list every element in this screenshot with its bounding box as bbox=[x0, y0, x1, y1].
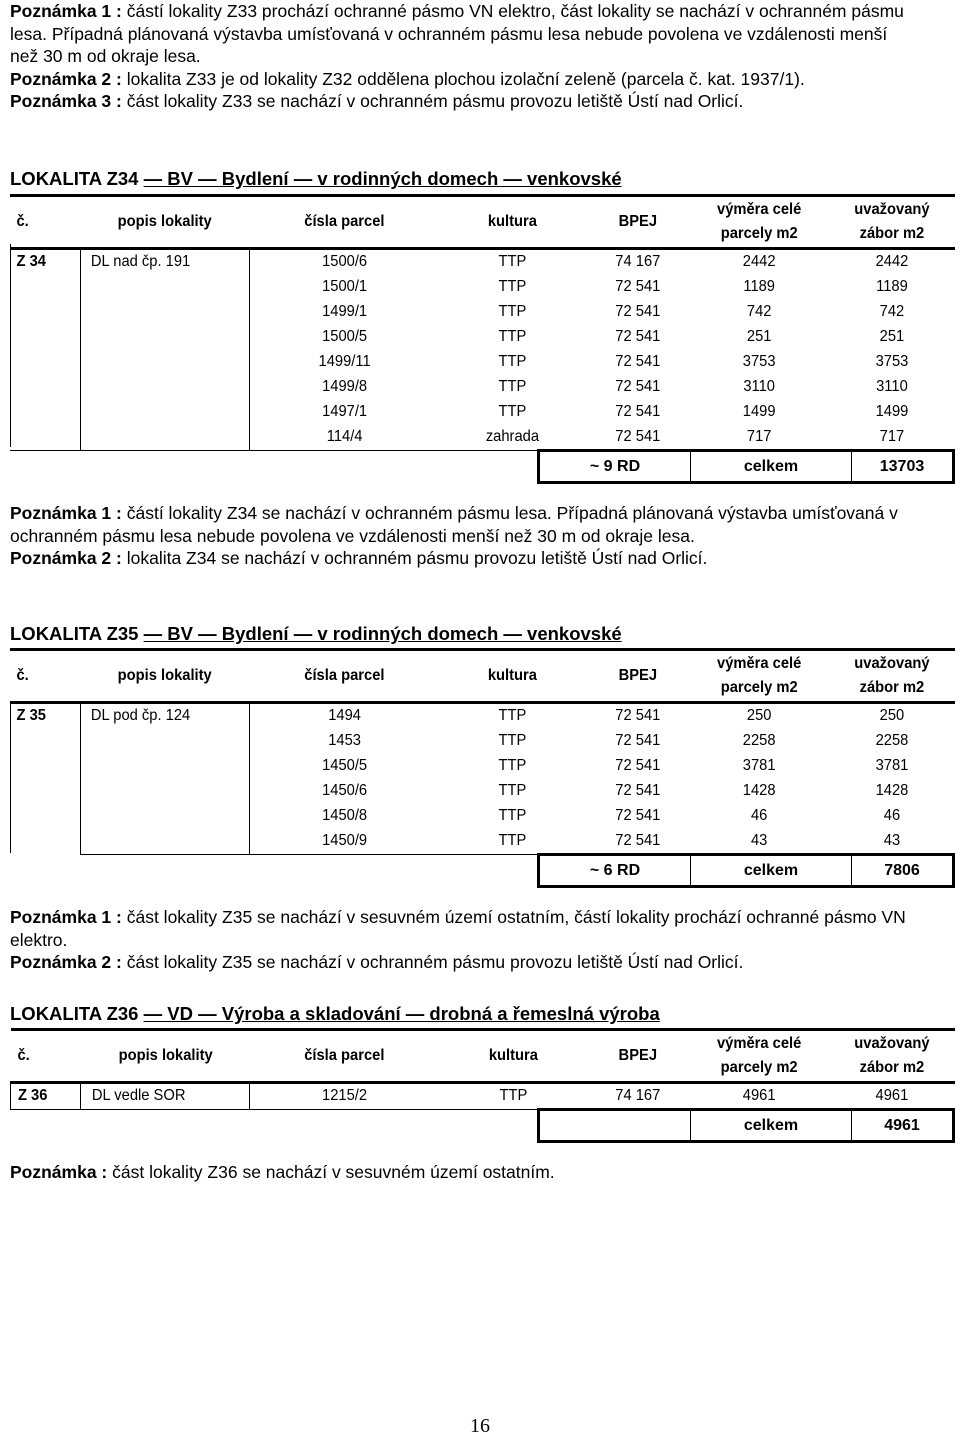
area-taken-cell: 1428 bbox=[875, 782, 909, 800]
note-1: Poznámka 1 : částí lokality Z34 se nachází v ochranném pásmu lesa. Případná plánovaná výstavba umísťovaná v ochranném pásmu lesa nebude povolena ve vzdálenosti menší než 30 m od okraje lesa. bbox=[10, 503, 898, 546]
z35-id: Z 35 bbox=[13, 703, 78, 855]
area-total-cell: 3110 bbox=[743, 378, 775, 396]
parcel-cell: 1450/5 bbox=[321, 757, 367, 775]
z34-desc: DL nad čp. 191 bbox=[87, 249, 243, 451]
z34-rd: ~ 9 RD bbox=[539, 451, 691, 483]
area-total-cell: 43 bbox=[694, 829, 823, 855]
col-bpej: BPEJ bbox=[591, 650, 684, 703]
area-taken-cell: 2442 bbox=[875, 253, 909, 271]
z35-desc: DL pod čp. 124 bbox=[87, 703, 243, 855]
parcel-cell: 1450/6 bbox=[321, 782, 367, 800]
col-culture: kultura bbox=[444, 650, 581, 703]
area-taken-cell: 3753 bbox=[875, 353, 909, 371]
culture-cell: TTP bbox=[498, 378, 527, 396]
z35-title: LOKALITA Z35 — BV — Bydlení — v rodinných domech — venkovské bbox=[10, 623, 622, 644]
header-row bbox=[10, 196, 955, 249]
parcel-cell: 1215/2 bbox=[257, 1083, 431, 1110]
z34-left-border bbox=[10, 244, 11, 447]
area-total-cell: 4961 bbox=[695, 1083, 824, 1110]
bpej-cell: 72 541 bbox=[615, 353, 661, 371]
col-culture: kultura bbox=[445, 1030, 582, 1083]
area-taken-cell: 3781 bbox=[875, 757, 909, 775]
area-total-cell: 1499 bbox=[742, 403, 776, 421]
area-taken-cell: 2258 bbox=[875, 732, 909, 750]
header-row bbox=[11, 1030, 956, 1083]
z36-table bbox=[10, 1028, 955, 1110]
col-parcels: čísla parcel bbox=[257, 196, 431, 249]
z34-notes bbox=[10, 502, 950, 570]
bpej-cell: 72 541 bbox=[591, 829, 684, 855]
culture-cell: TTP bbox=[498, 303, 527, 321]
note-1: Poznámka 1 : částí lokality Z33 prochází ochranné pásmo VN elektro, část lokality se nachází v ochranném pásmu lesa. Případná plánovaná výstavba umísťovaná v ochranném pásmu lesa nebude povolena ve vzdálenosti menší než 30 m od okraje lesa. bbox=[10, 1, 904, 66]
bpej-cell: 72 541 bbox=[615, 328, 661, 346]
z36-desc: DL vedle SOR bbox=[87, 1083, 243, 1110]
bpej-cell: 72 541 bbox=[615, 403, 661, 421]
bpej-cell: 74 167 bbox=[615, 253, 661, 271]
col-num: č. bbox=[13, 650, 78, 703]
bpej-cell: 72 541 bbox=[615, 707, 661, 725]
z36-id: Z 36 bbox=[13, 1083, 78, 1110]
area-total-cell: 2442 bbox=[742, 253, 776, 271]
area-total-cell: 1428 bbox=[742, 782, 776, 800]
area-taken-cell: 4961 bbox=[834, 1083, 950, 1110]
z36-body bbox=[11, 1083, 956, 1110]
z35-total-label: celkem bbox=[691, 855, 852, 887]
bpej-cell: 72 541 bbox=[615, 278, 661, 296]
culture-cell: TTP bbox=[498, 403, 527, 421]
culture-cell: TTP bbox=[445, 1083, 582, 1110]
col-area-total: výměra celé parcely m2 bbox=[695, 1030, 824, 1083]
culture-cell: TTP bbox=[498, 707, 527, 725]
parcel-cell: 1499/8 bbox=[321, 378, 367, 396]
area-taken-cell: 1189 bbox=[876, 278, 908, 296]
area-total-cell: 3753 bbox=[742, 353, 776, 371]
col-area-total: výměra celé parcely m2 bbox=[694, 196, 823, 249]
area-taken-cell: 742 bbox=[879, 303, 905, 321]
col-parcels: čísla parcel bbox=[257, 1030, 431, 1083]
culture-cell: TTP bbox=[498, 253, 527, 271]
note-1: Poznámka 1 : část lokality Z35 se nachází v sesuvném území ostatním, částí lokality prochází ochranné pásmo VN elektro. bbox=[10, 907, 906, 950]
parcel-cell: 1453 bbox=[327, 732, 361, 750]
area-taken-cell: 3110 bbox=[876, 378, 908, 396]
area-total-cell: 251 bbox=[746, 328, 772, 346]
parcel-cell: 1500/5 bbox=[321, 328, 367, 346]
area-total-cell: 3781 bbox=[742, 757, 776, 775]
z35-left-border bbox=[10, 703, 11, 853]
area-taken-cell: 46 bbox=[883, 807, 901, 825]
z34-total-label: celkem bbox=[691, 451, 852, 483]
culture-cell: TTP bbox=[498, 353, 527, 371]
area-taken-cell: 717 bbox=[834, 425, 950, 451]
col-area-taken: uvažovaný zábor m2 bbox=[834, 650, 950, 703]
table-row bbox=[10, 703, 955, 730]
col-num: č. bbox=[13, 1030, 78, 1083]
culture-cell: zahrada bbox=[444, 425, 581, 451]
bpej-cell: 72 541 bbox=[615, 732, 661, 750]
bpej-cell: 72 541 bbox=[591, 425, 684, 451]
table-row bbox=[11, 1083, 956, 1110]
z35-table bbox=[10, 648, 955, 855]
culture-cell: TTP bbox=[498, 278, 527, 296]
parcel-cell: 1450/8 bbox=[321, 807, 367, 825]
culture-cell: TTP bbox=[444, 829, 581, 855]
z34-id: Z 34 bbox=[13, 249, 78, 451]
col-culture: kultura bbox=[444, 196, 581, 249]
parcel-cell: 1499/1 bbox=[321, 303, 367, 321]
page-number: 16 bbox=[470, 1415, 490, 1437]
z36-notes bbox=[10, 1161, 910, 1184]
culture-cell: TTP bbox=[498, 732, 527, 750]
col-desc: popis lokality bbox=[87, 196, 243, 249]
col-bpej: BPEJ bbox=[591, 1030, 684, 1083]
area-total-cell: 742 bbox=[746, 303, 772, 321]
col-desc: popis lokality bbox=[87, 650, 243, 703]
parcel-cell: 1494 bbox=[327, 707, 361, 725]
area-taken-cell: 251 bbox=[879, 328, 905, 346]
culture-cell: TTP bbox=[498, 807, 527, 825]
bpej-cell: 74 167 bbox=[591, 1083, 684, 1110]
bpej-cell: 72 541 bbox=[615, 782, 661, 800]
culture-cell: TTP bbox=[498, 328, 527, 346]
z35-summary bbox=[537, 853, 955, 888]
z36-total: 4961 bbox=[884, 1116, 920, 1134]
table-row bbox=[10, 249, 955, 276]
area-total-cell: 250 bbox=[746, 707, 772, 725]
col-area-taken: uvažovaný zábor m2 bbox=[834, 1030, 950, 1083]
note-2: Poznámka 2 : lokalita Z34 se nachází v ochranném pásmu provozu letiště Ústí nad Orlicí. bbox=[10, 548, 708, 568]
bpej-cell: 72 541 bbox=[615, 378, 661, 396]
z34-body bbox=[10, 249, 955, 451]
parcel-cell: 114/4 bbox=[257, 425, 431, 451]
z35-total: 7806 bbox=[884, 861, 920, 879]
col-bpej: BPEJ bbox=[591, 196, 684, 249]
z36-title: LOKALITA Z36 — VD — Výroba a skladování — drobná a řemeslná výroba bbox=[10, 1003, 660, 1024]
z35-notes bbox=[10, 906, 910, 974]
z34-title: LOKALITA Z34 — BV — Bydlení — v rodinných domech — venkovské bbox=[10, 168, 622, 189]
parcel-cell: 1497/1 bbox=[321, 403, 367, 421]
header-row bbox=[10, 650, 955, 703]
col-desc: popis lokality bbox=[87, 1030, 243, 1083]
bpej-cell: 72 541 bbox=[615, 757, 661, 775]
parcel-cell: 1500/1 bbox=[321, 278, 367, 296]
bpej-cell: 72 541 bbox=[615, 807, 661, 825]
col-parcels: čísla parcel bbox=[257, 650, 431, 703]
z36-total-label: celkem bbox=[691, 1110, 852, 1142]
parcel-cell: 1450/9 bbox=[257, 829, 431, 855]
z33-notes bbox=[10, 0, 910, 113]
z34-total: 13703 bbox=[879, 457, 925, 475]
z35-rd: ~ 6 RD bbox=[539, 855, 691, 887]
parcel-cell: 1500/6 bbox=[321, 253, 367, 271]
z34-table bbox=[10, 194, 955, 451]
area-taken-cell: 250 bbox=[879, 707, 905, 725]
culture-cell: TTP bbox=[498, 757, 527, 775]
area-taken-cell: 43 bbox=[834, 829, 950, 855]
bpej-cell: 72 541 bbox=[615, 303, 661, 321]
area-total-cell: 1189 bbox=[743, 278, 775, 296]
note-3: Poznámka 3 : část lokality Z33 se nachází v ochranném pásmu provozu letiště Ústí nad Orlicí. bbox=[10, 91, 744, 111]
note-1: Poznámka : část lokality Z36 se nachází v sesuvném území ostatním. bbox=[10, 1162, 555, 1182]
z36-rd bbox=[539, 1110, 691, 1142]
area-total-cell: 717 bbox=[694, 425, 823, 451]
note-2: Poznámka 2 : lokalita Z33 je od lokality Z32 oddělena plochou izolační zeleně (parcela č. kat. 1937/1). bbox=[10, 68, 805, 89]
area-total-cell: 46 bbox=[750, 807, 768, 825]
col-area-total: výměra celé parcely m2 bbox=[694, 650, 823, 703]
z35-body bbox=[10, 703, 955, 855]
parcel-cell: 1499/11 bbox=[318, 353, 371, 371]
area-total-cell: 2258 bbox=[742, 732, 776, 750]
col-area-taken: uvažovaný zábor m2 bbox=[834, 196, 950, 249]
culture-cell: TTP bbox=[498, 782, 527, 800]
area-taken-cell: 1499 bbox=[875, 403, 909, 421]
note-2: Poznámka 2 : část lokality Z35 se nachází v ochranném pásmu provozu letiště Ústí nad Orlicí. bbox=[10, 952, 744, 972]
z36-summary bbox=[537, 1108, 955, 1143]
z34-summary bbox=[537, 449, 955, 484]
col-num: č. bbox=[13, 196, 78, 249]
